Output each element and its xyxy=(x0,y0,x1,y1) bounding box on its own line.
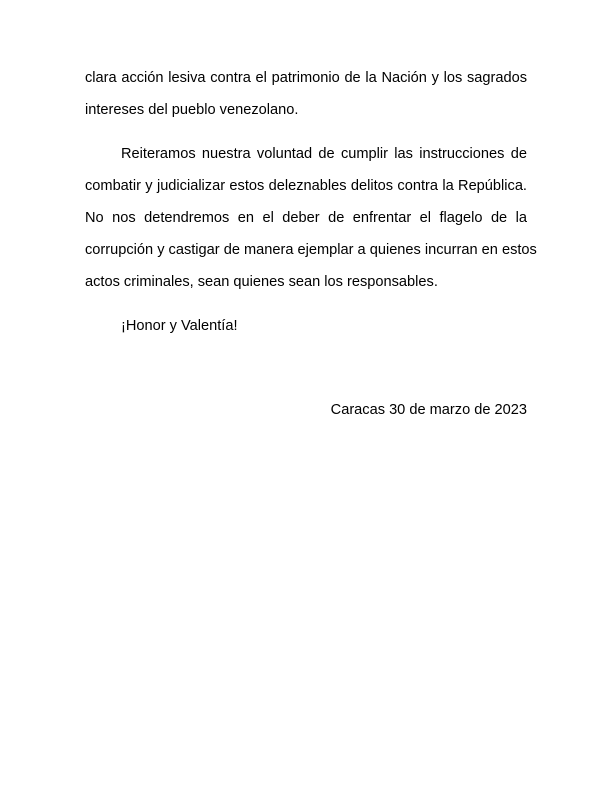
paragraph-2-line-4: corrupción y castigar de manera ejemplar a quienes incurran en estos xyxy=(85,242,537,258)
paragraph-2-line-5: actos criminales, sean quienes sean los responsables. xyxy=(85,274,438,290)
paragraph-1-line-2: intereses del pueblo venezolano. xyxy=(85,102,299,118)
paragraph-2-line-3: No nos detendremos en el deber de enfrentar el flagelo de la xyxy=(85,210,527,226)
paragraph-2-line-2: combatir y judicializar estos deleznables delitos contra la República. xyxy=(85,178,527,194)
closing-salutation: ¡Honor y Valentía! xyxy=(121,318,238,334)
place-date: Caracas 30 de marzo de 2023 xyxy=(330,402,527,418)
paragraph-2-line-1: Reiteramos nuestra voluntad de cumplir las instrucciones de xyxy=(121,146,527,162)
paragraph-1-line-1: clara acción lesiva contra el patrimonio de la Nación y los sagrados xyxy=(85,70,527,86)
